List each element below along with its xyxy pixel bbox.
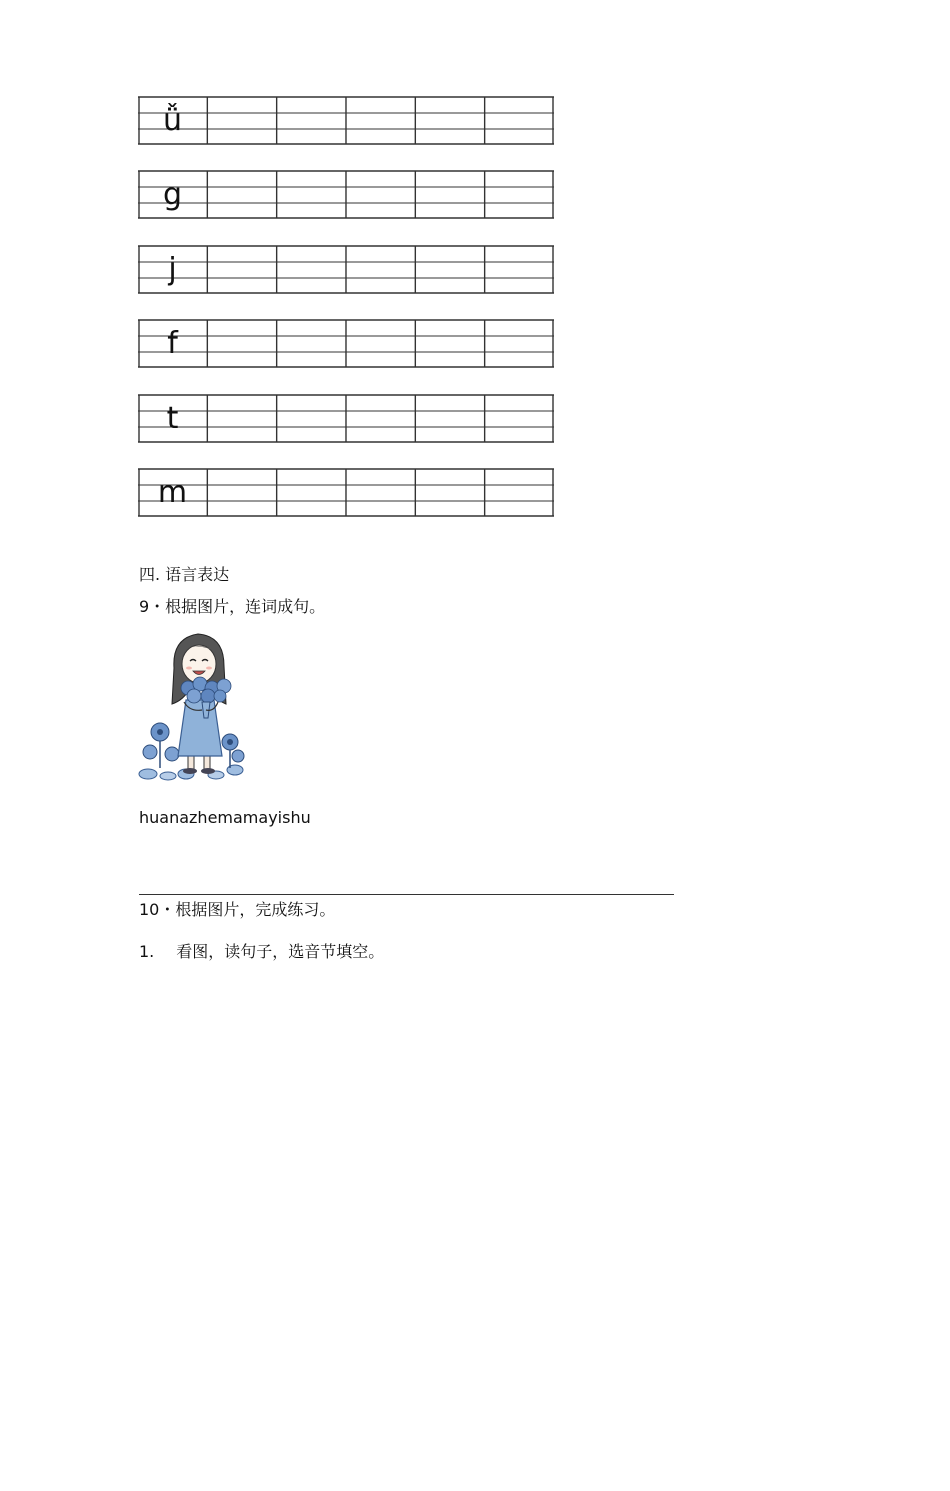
pinyin-grid-row[interactable]: [138, 170, 554, 219]
girl-holding-flowers-illustration: [138, 628, 248, 784]
question-10-prompt: 10・根据图片，完成练习。: [139, 900, 336, 919]
pinyin-grid-row[interactable]: [138, 319, 554, 368]
answer-line[interactable]: [139, 894, 674, 895]
sub-item-1: [139, 939, 384, 962]
sub-item-instruction: 看图，读句子，选音节填空。: [176, 942, 385, 961]
grid-sample-letter: ǚ: [162, 102, 182, 138]
grid-sample-letter: t: [166, 400, 179, 436]
sub-item-number: 1.: [139, 942, 155, 961]
pinyin-grid-row[interactable]: [138, 245, 554, 294]
grid-sample-letter: j: [168, 251, 177, 287]
grid-sample-letter: f: [167, 325, 178, 361]
pinyin-grid-row[interactable]: [138, 394, 554, 443]
grid-sample-letter: g: [162, 176, 183, 212]
section-heading: 四. 语言表达: [139, 565, 230, 584]
pinyin-scrambled-words: huanazhemamayishu: [139, 808, 311, 827]
question-9-prompt: 9・根据图片，连词成句。: [139, 597, 326, 616]
grid-sample-letter: m: [157, 474, 188, 510]
pinyin-grid-row[interactable]: [138, 468, 554, 517]
pinyin-grid-row[interactable]: [138, 96, 554, 145]
